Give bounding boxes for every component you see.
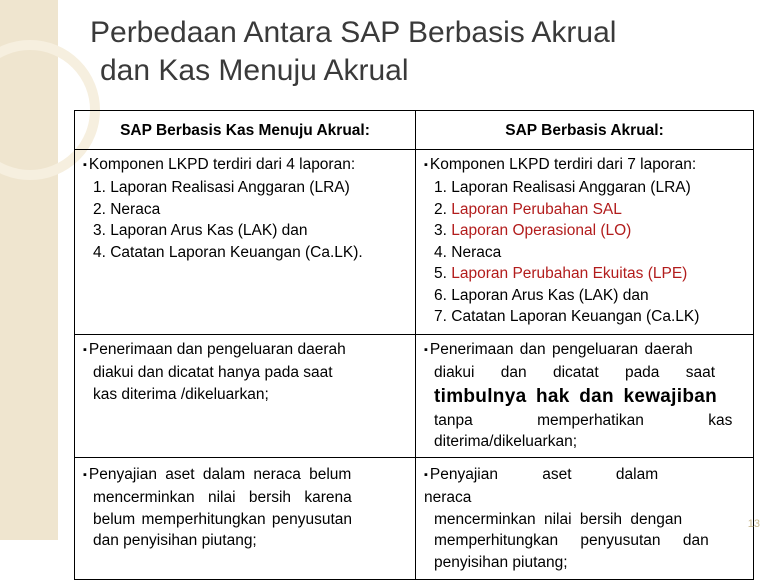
text-line: ▪ Komponen LKPD terdiri dari 7 laporan: <box>424 154 747 178</box>
table-row <box>75 334 754 457</box>
table-row <box>75 457 754 580</box>
list-item: 6. Laporan Arus Kas (LAK) dan <box>434 286 649 304</box>
text-line: ▪ Penerimaan dan pengeluaran daerah <box>83 339 409 363</box>
list-item: 1. Laporan Realisasi Anggaran (LRA) <box>434 179 691 196</box>
list-item: 4. Neraca <box>434 243 502 261</box>
text-line: 1. Laporan Realisasi Anggaran (LRA) <box>93 179 350 196</box>
text-line: penyisihan piutang; <box>434 553 568 571</box>
cell-penyajian-left <box>75 457 416 580</box>
text-line: ▪ Penyajian aset dalam neraca <box>424 464 747 509</box>
text-line: mencerminkan nilai bersih dengan <box>434 510 683 528</box>
cell-penyajian-right <box>416 457 754 580</box>
text-line: ▪ Penyajian aset dalam neraca belum <box>83 464 409 488</box>
cell-komponen-right <box>416 149 754 334</box>
slide-title-line1: Perbedaan Antara SAP Berbasis Akrual <box>90 16 617 49</box>
slide-title-line2: dan Kas Menuju Akrual <box>100 54 409 87</box>
header-kas-menuju-akrual: SAP Berbasis Kas Menuju Akrual: <box>75 111 416 150</box>
text-line: 2. Neraca <box>93 200 161 218</box>
text-line: ▪ Penerimaan dan pengeluaran daerah <box>424 339 747 363</box>
list-item: 2. Laporan Perubahan SAL <box>434 200 622 218</box>
text-line: 3. Laporan Arus Kas (LAK) dan <box>93 222 308 239</box>
text-line: belum memperhitungkan penyusutan <box>93 510 353 528</box>
text-line: diakui dan dicatat hanya pada saat <box>93 364 333 381</box>
text-line: 4. Catatan Laporan Keuangan (Ca.LK). <box>93 243 363 261</box>
emphasis-text: timbulnya hak dan kewajiban <box>434 385 718 407</box>
list-item: 3. Laporan Operasional (LO) <box>434 222 632 239</box>
comparison-table <box>74 110 754 580</box>
slide-number: 13 <box>747 518 760 530</box>
text-line: tanpa memperhatikan kas <box>434 411 733 429</box>
text-line: kas diterima /dikeluarkan; <box>93 385 269 403</box>
text-line: ▪ Komponen LKPD terdiri dari 4 laporan: <box>83 154 409 178</box>
table-header-row <box>75 111 754 150</box>
list-item: 7. Catatan Laporan Keuangan (Ca.LK) <box>434 308 700 325</box>
cell-komponen-left <box>75 149 416 334</box>
text-line: dan penyisihan piutang; <box>93 532 257 549</box>
cell-penerimaan-left <box>75 334 416 457</box>
text-line: mencerminkan nilai bersih karena <box>93 489 352 506</box>
list-item: 5. Laporan Perubahan Ekuitas (LPE) <box>434 265 688 282</box>
text-line: diakui dan dicatat pada saat <box>434 364 716 381</box>
header-akrual: SAP Berbasis Akrual: <box>416 111 754 150</box>
slide-title <box>90 14 770 90</box>
text-line: diterima/dikeluarkan; <box>434 433 578 450</box>
table-row <box>75 149 754 334</box>
cell-penerimaan-right <box>416 334 754 457</box>
text-line: memperhitungkan penyusutan dan <box>434 532 709 549</box>
